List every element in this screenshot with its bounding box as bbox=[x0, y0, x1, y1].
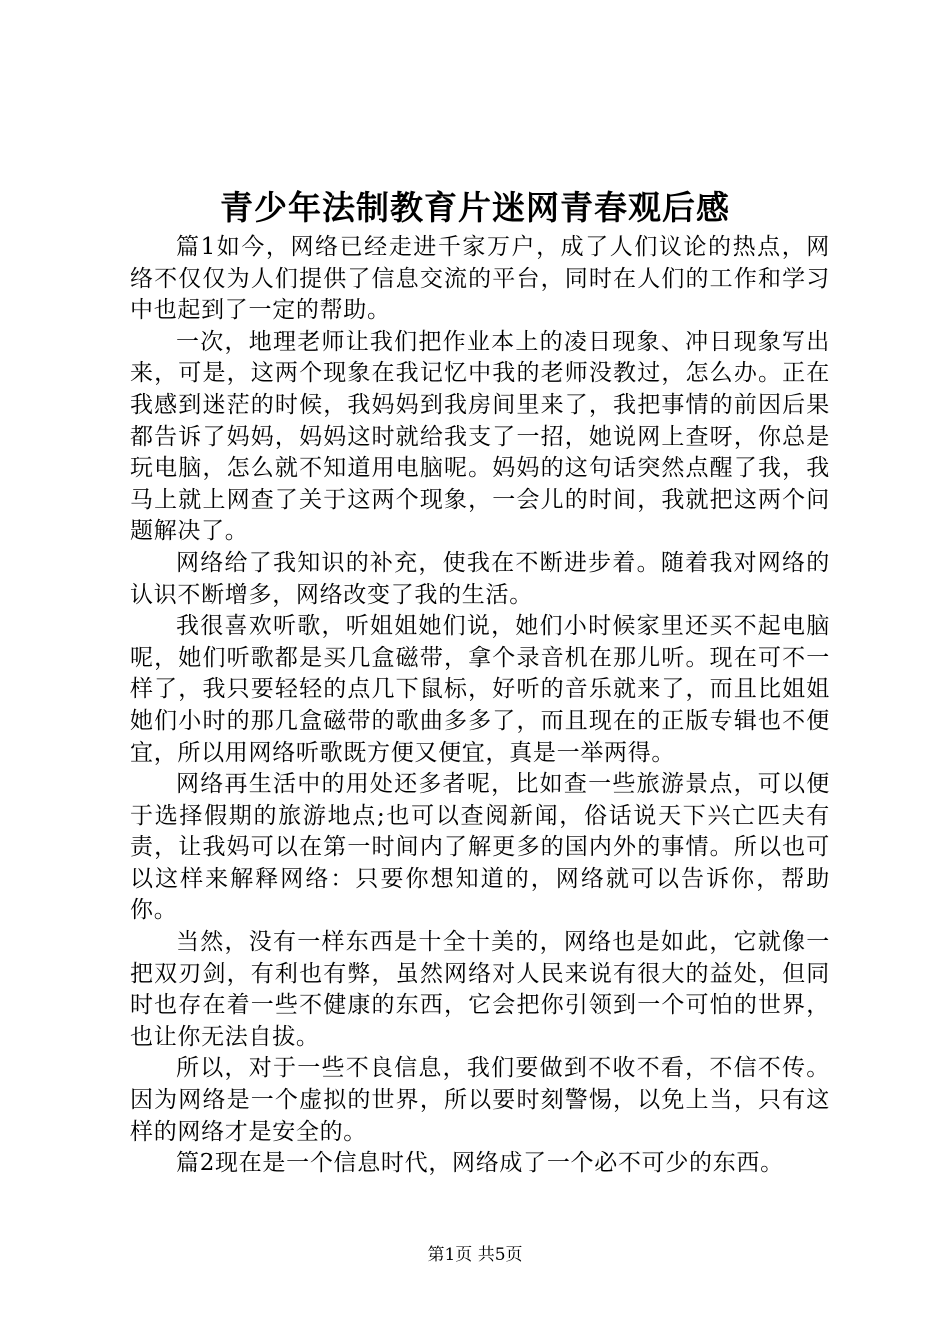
document-body bbox=[130, 232, 830, 1180]
paragraph-3: 网络给了我知识的补充，使我在不断进步着。随着我对网络的认识不断增多，网络改变了我的生活。 bbox=[130, 549, 830, 608]
paragraph-4: 我很喜欢听歌，听姐姐她们说，她们小时候家里还买不起电脑呢，她们听歌都是买几盒磁带，拿个录音机在那儿听。现在可不一样了，我只要轻轻的点几下鼠标，好听的音乐就来了，而且比姐姐她们小时的那几盒磁带的歌曲多多了，而且现在的正版专辑也不便宜，所以用网络听歌既方便又便宜，真是一举两得。 bbox=[130, 613, 830, 766]
page-footer: 第1页 共5页 bbox=[427, 1245, 523, 1265]
paragraph-7: 所以，对于一些不良信息，我们要做到不收不看，不信不传。因为网络是一个虚拟的世界，所以要时刻警惕，以免上当，只有这样的网络才是安全的。 bbox=[130, 1055, 830, 1145]
paragraph-5: 网络再生活中的用处还多者呢，比如查一些旅游景点，可以便于选择假期的旅游地点;也可以查阅新闻，俗话说天下兴亡匹夫有责，让我妈可以在第一时间内了解更多的国内外的事情。所以也可以这样来解释网络：只要你想知道的，网络就可以告诉你，帮助你。 bbox=[130, 771, 830, 924]
paragraph-6: 当然，没有一样东西是十全十美的，网络也是如此，它就像一把双刃剑，有利也有弊，虽然网络对人民来说有很大的益处，但同时也存在着一些不健康的东西，它会把你引领到一个可怕的世界，也让你无法自拔。 bbox=[130, 929, 830, 1050]
document-title: 青少年法制教育片迷网青春观后感 bbox=[220, 188, 730, 227]
paragraph-2: 一次，地理老师让我们把作业本上的凌日现象、冲日现象写出来，可是，这两个现象在我记忆中我的老师没教过，怎么办。正在我感到迷茫的时候，我妈妈到我房间里来了，我把事情的前因后果都告诉了妈妈，妈妈这时就给我支了一招，她说网上查呀，你总是玩电脑，怎么就不知道用电脑呢。妈妈的这句话突然点醒了我，我马上就上网查了关于这两个现象，一会儿的时间，我就把这两个问题解决了。 bbox=[130, 328, 830, 545]
paragraph-1: 篇1如今，网络已经走进千家万户，成了人们议论的热点，网络不仅仅为人们提供了信息交流的平台，同时在人们的工作和学习中也起到了一定的帮助。 bbox=[130, 234, 830, 324]
paragraph-8: 篇2现在是一个信息时代，网络成了一个必不可少的东西。 bbox=[176, 1150, 784, 1177]
